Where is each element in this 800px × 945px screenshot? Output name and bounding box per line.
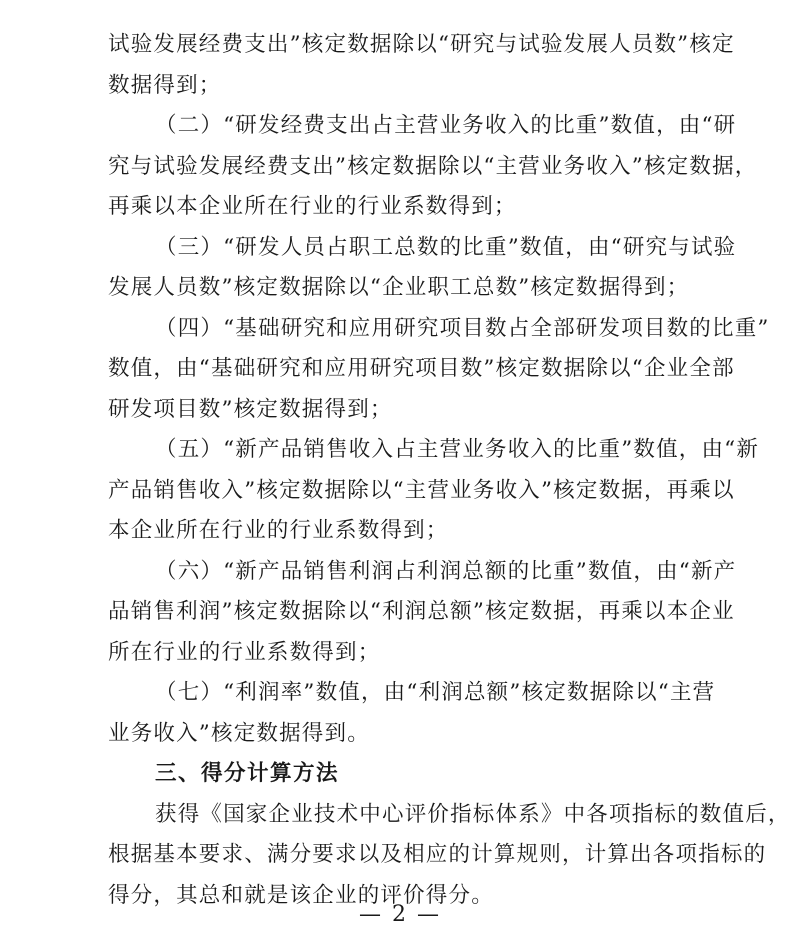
text-line: 产品销售收入”核定数据除以“主营业务收入”核定数据，再乘以 xyxy=(108,477,735,503)
paragraph-item-2-start: （二）“研发经费支出占主营业务收入的比重”数值，由“研 xyxy=(155,113,737,138)
text-line: 发展人员数”核定数据除以“企业职工总数”核定数据得到； xyxy=(108,275,690,300)
text-line: 试验发展经费支出”核定数据除以“研究与试验发展人员数”核定 xyxy=(108,32,735,57)
paragraph-scoring-start: 获得《国家企业技术中心评价指标体系》中各项指标的数值后， xyxy=(155,801,791,827)
text-line: 数据得到； xyxy=(108,72,222,98)
paragraph-item-4-start: （四）“基础研究和应用研究项目数占全部研发项目数的比重” xyxy=(155,315,770,341)
paragraph-item-6-start: （六）“新产品销售利润占利润总额的比重”数值，由“新产 xyxy=(155,558,737,584)
text-line: 研发项目数”核定数据得到； xyxy=(108,396,393,422)
paragraph-item-7-start: （七）“利润率”数值，由“利润总额”核定数据除以“主营 xyxy=(155,680,716,705)
text-line: 究与试验发展经费支出”核定数据除以“主营业务收入”核定数据， xyxy=(108,153,758,179)
text-line: 再乘以本企业所在行业的行业系数得到； xyxy=(108,194,517,219)
section-heading: 三、得分计算方法 xyxy=(155,761,340,786)
text-line: 业务收入”核定数据得到。 xyxy=(108,720,370,746)
text-line: 所在行业的行业系数得到； xyxy=(108,639,381,665)
text-line: 品销售利润”核定数据除以“利润总额”核定数据，再乘以本企业 xyxy=(108,599,735,624)
text-line: 得分，其总和就是该企业的评价得分。 xyxy=(108,882,494,908)
page-number: — 2 — xyxy=(359,902,441,927)
text-line: 根据基本要求、满分要求以及相应的计算规则，计算出各项指标的 xyxy=(108,842,767,867)
text-line: 数值，由“基础研究和应用研究项目数”核定数据除以“企业全部 xyxy=(108,356,735,381)
paragraph-item-3-start: （三）“研发人员占职工总数的比重”数值，由“研究与试验 xyxy=(155,234,737,260)
text-line: 本企业所在行业的行业系数得到； xyxy=(108,518,449,543)
paragraph-item-5-start: （五）“新产品销售收入占主营业务收入的比重”数值，由“新 xyxy=(155,437,760,462)
